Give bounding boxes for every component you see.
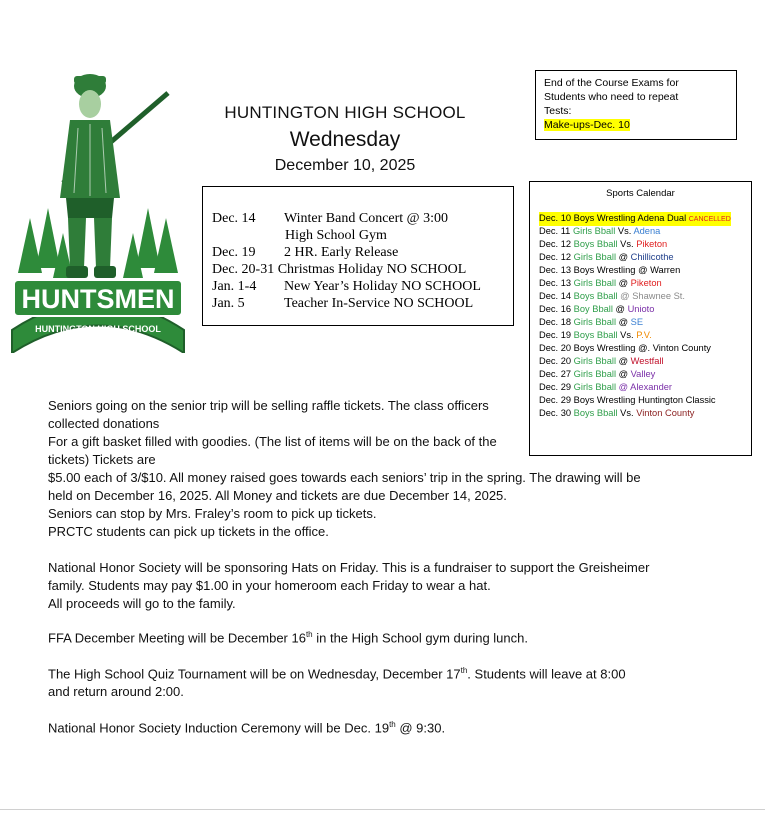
school-name: HUNTINGTON HIGH SCHOOL bbox=[224, 103, 466, 122]
weekday: Wednesday bbox=[289, 128, 401, 151]
announcement-line: PRCTC students can pick up tickets in the office. bbox=[48, 524, 329, 539]
event-row: Dec. 19 2 HR. Early Release bbox=[212, 245, 399, 260]
eoc-exams-box bbox=[535, 70, 737, 140]
svg-text:HUNTINGTON HIGH SCHOOL: HUNTINGTON HIGH SCHOOL bbox=[35, 324, 161, 334]
sports-row: Dec. 30 Boys Bball Vs. Vinton County bbox=[539, 408, 695, 418]
event-row: Dec. 20-31 Christmas Holiday NO SCHOOL bbox=[212, 262, 467, 277]
sports-calendar-box bbox=[529, 181, 752, 456]
announcement-line: tickets) Tickets are bbox=[48, 452, 156, 467]
svg-text:HUNTSMEN: HUNTSMEN bbox=[21, 284, 175, 314]
announcement-line: All proceeds will go to the family. bbox=[48, 596, 236, 611]
sports-calendar-title: Sports Calendar bbox=[606, 188, 675, 199]
sports-row: Dec. 10 Boys Wrestling Adena Dual CANCELLED bbox=[539, 212, 731, 226]
event-row: Jan. 1-4 New Year’s Holiday NO SCHOOL bbox=[212, 279, 481, 294]
sports-row: Dec. 20 Girls Bball @ Westfall bbox=[539, 356, 664, 366]
eoc-makeup-date: Make-ups-Dec. 10 bbox=[544, 119, 630, 131]
announcement-line: Seniors can stop by Mrs. Fraley’s room to pick up tickets. bbox=[48, 506, 377, 521]
sports-row: Dec. 12 Girls Bball @ Chillicothe bbox=[539, 252, 674, 262]
announcement-line: For a gift basket filled with goodies. (The list of items will be on the back of the bbox=[48, 434, 497, 449]
eoc-line: End of the Course Exams for bbox=[544, 77, 679, 89]
sports-row: Dec. 12 Boys Bball Vs. Piketon bbox=[539, 239, 668, 249]
eoc-line: Tests: bbox=[544, 105, 572, 117]
sports-row: Dec. 19 Boys Bball Vs. P.V. bbox=[539, 330, 652, 340]
announcement-line: Seniors going on the senior trip will be selling raffle tickets. The class officers bbox=[48, 398, 489, 413]
announcement-line: held on December 16, 2025. All Money and tickets are due December 14, 2025. bbox=[48, 488, 507, 503]
announcement-line: National Honor Society will be sponsoring Hats on Friday. This is a fundraiser to support the Greisheimer bbox=[48, 560, 650, 575]
announcement-line: $5.00 each of 3/$10. All money raised goes towards each seniors’ trip in the spring. The drawing will be bbox=[48, 470, 641, 485]
quiz-announcement: The High School Quiz Tournament will be on Wednesday, December 17th. Students will leave at 8:00 bbox=[48, 666, 626, 682]
sports-row: Dec. 16 Boy Bball @ Unioto bbox=[539, 304, 655, 314]
event-row: High School Gym bbox=[285, 228, 387, 243]
eoc-line: Students who need to repeat bbox=[544, 91, 679, 103]
sports-row: Dec. 13 Girls Bball @ Piketon bbox=[539, 278, 662, 288]
sports-row: Dec. 18 Girls Bball @ SE bbox=[539, 317, 644, 327]
event-row: Dec. 14 Winter Band Concert @ 3:00 bbox=[212, 211, 448, 226]
announcement-line: family. Students may pay $1.00 in your homeroom each Friday to wear a hat. bbox=[48, 578, 491, 593]
page-divider bbox=[0, 809, 765, 810]
sports-row: Dec. 29 Boys Wrestling Huntington Classic bbox=[539, 395, 716, 405]
sports-row: Dec. 27 Girls Bball @ Valley bbox=[539, 369, 656, 379]
induction-announcement: National Honor Society Induction Ceremony will be Dec. 19th @ 9:30. bbox=[48, 720, 446, 736]
announcement-line: and return around 2:00. bbox=[48, 684, 184, 699]
announcement-line: collected donations bbox=[48, 416, 160, 431]
event-row: Jan. 5 Teacher In-Service NO SCHOOL bbox=[212, 296, 474, 311]
ffa-announcement: FFA December Meeting will be December 16th in the High School gym during lunch. bbox=[48, 630, 528, 646]
upcoming-events-box bbox=[202, 186, 514, 326]
huntsmen-logo bbox=[8, 68, 188, 353]
sports-row: Dec. 13 Boys Wrestling @ Warren bbox=[539, 265, 681, 275]
current-date: December 10, 2025 bbox=[274, 157, 416, 174]
sports-row: Dec. 14 Boys Bball @ Shawnee St. bbox=[539, 291, 685, 301]
sports-row: Dec. 11 Girls Bball Vs. Adena bbox=[539, 226, 661, 236]
sports-row: Dec. 20 Boys Wrestling @. Vinton County bbox=[539, 343, 711, 353]
sports-row: Dec. 29 Girls Bball @ Alexander bbox=[539, 382, 673, 392]
